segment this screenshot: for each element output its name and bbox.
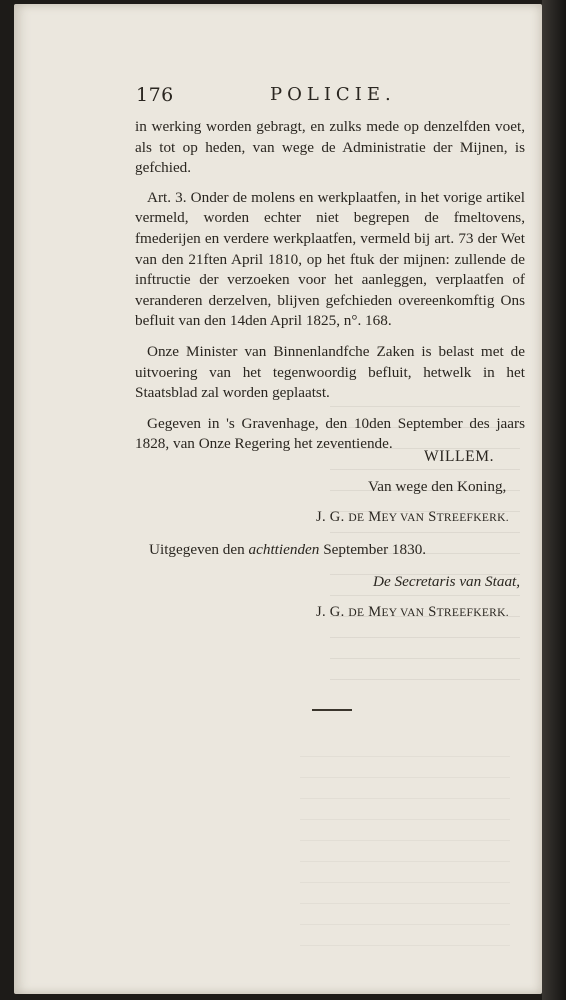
publication-suffix: September 1830. <box>319 541 427 558</box>
secretary-name-part: M <box>364 604 382 620</box>
running-title: POLICIE. <box>270 84 396 105</box>
on-behalf-line: Van wege den Koning, <box>368 478 507 495</box>
secretary-name-part: DE <box>348 607 365 619</box>
paragraph-given: Gegeven in 's Gravenhage, den 10den September des jaars 1828, van Onze Regering het zeventiende. <box>135 414 525 453</box>
countersigner-name-part: TREEFKERK. <box>436 512 509 524</box>
countersigner-name-part: M <box>364 509 382 525</box>
page-number: 176 <box>136 84 174 106</box>
countersigner-name <box>316 509 509 526</box>
book-edge <box>542 0 566 1000</box>
page-header <box>136 84 512 106</box>
countersigner-initials: J. G. <box>316 509 349 525</box>
countersigner-name-part: DE <box>348 512 365 524</box>
paragraph-minister: Onze Minister van Binnenlandfche Zaken is belast met de uitvoering van het tegenwoordig befluit, hetwelk in het Staatsblad zal worden geplaatst. <box>135 342 525 402</box>
body-text <box>135 117 525 455</box>
countersigner-name-part: EY VAN <box>381 512 425 524</box>
publication-prefix: Uitgegeven den <box>149 541 249 558</box>
end-rule <box>312 709 352 711</box>
publication-date: achttienden <box>248 541 320 558</box>
publication-line <box>149 541 426 559</box>
paragraph-continuation: in werking worden gebragt, en zulks mede op denzelfden voet, als tot op heden, van wege de Administratie der Mijnen, is gefchied. <box>135 118 525 177</box>
king-signature: WILLEM. <box>424 448 495 465</box>
secretary-name-part: EY VAN <box>381 607 425 619</box>
secretary-name-part: S <box>424 604 437 620</box>
secretary-initials: J. G. <box>316 604 349 620</box>
secretary-name <box>316 604 509 621</box>
secretary-name-part: TREEFKERK. <box>436 607 509 619</box>
countersigner-name-part: S <box>424 509 437 525</box>
secretary-title: De Secretaris van Staat, <box>373 573 521 590</box>
paragraph-article-3: Art. 3. Onder de molens en werkplaatfen, in het vorige artikel vermeld, worden echter niet begrepen de fmeltovens, fmederijen en verdere werkplaatfen, vermeld bij art. 73 der Wet van den 21ften April 1810, op het ftuk der mijnen: zullende de inftructie der verzoeken voor het aanleggen, verplaatfen of veranderen derzelven, blijven gefchieden overeenkomftig Ons befluit van den 14den April 1825, n°. 168. <box>135 188 525 330</box>
